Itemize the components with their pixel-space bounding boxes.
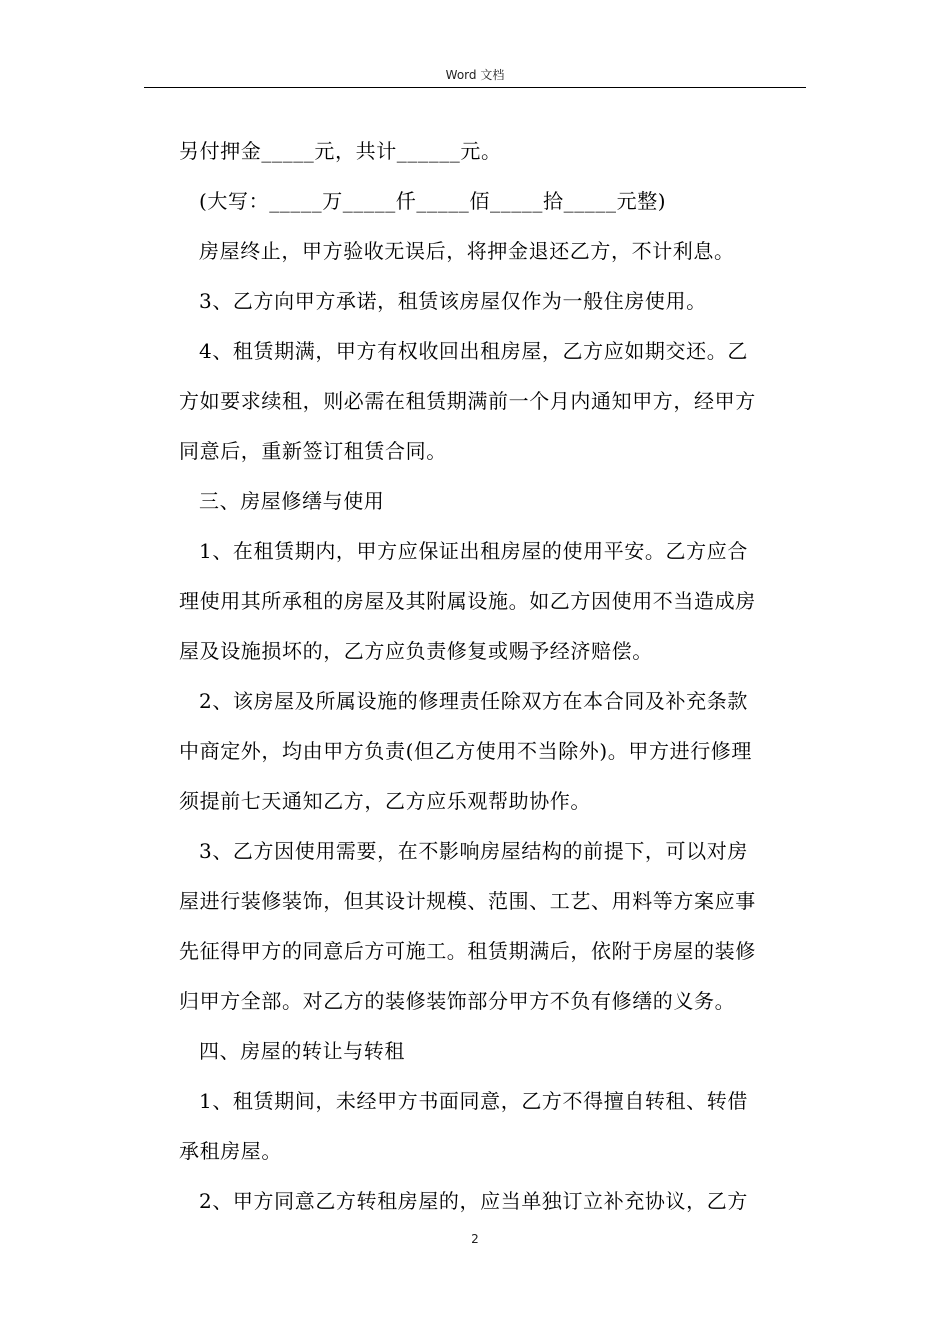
clause-2-4-line-1: 4、租赁期满，甲方有权收回出租房屋，乙方应如期交还。乙 <box>199 339 748 363</box>
clause-3-2-line-1: 2、该房屋及所属设施的修理责任除双方在本合同及补充条款 <box>199 689 748 713</box>
document-body <box>179 126 809 1226</box>
header-divider <box>144 87 806 88</box>
clause-4-1-line-2: 承租房屋。 <box>179 1139 282 1163</box>
clause-3-2-line-3: 须提前七天通知乙方，乙方应乐观帮助协作。 <box>179 789 591 813</box>
clause-2-4-line-2: 方如要求续租，则必需在租赁期满前一个月内通知甲方，经甲方 <box>179 389 756 413</box>
clause-3-1-line-3: 屋及设施损坏的，乙方应负责修复或赐予经济赔偿。 <box>179 639 653 663</box>
clause-2-3: 3、乙方向甲方承诺，租赁该房屋仅作为一般住房使用。 <box>199 289 707 313</box>
section-heading-4: 四、房屋的转让与转租 <box>199 1039 405 1063</box>
clause-4-2-line-1: 2、甲方同意乙方转租房屋的，应当单独订立补充协议，乙方 <box>199 1189 748 1213</box>
paragraph-line-amount-in-words: (大写：_____万_____仟_____佰_____拾_____元整) <box>199 189 667 213</box>
clause-2-4-line-3: 同意后，重新签订租赁合同。 <box>179 439 447 463</box>
clause-4-1-line-1: 1、租赁期间，未经甲方书面同意，乙方不得擅自转租、转借 <box>199 1089 748 1113</box>
paragraph-line-deposit: 另付押金_____元，共计______元。 <box>179 139 502 163</box>
clause-3-3-line-4: 归甲方全部。对乙方的装修装饰部分甲方不负有修缮的义务。 <box>179 989 736 1013</box>
section-heading-3: 三、房屋修缮与使用 <box>199 489 385 513</box>
document-header-title: Word 文档 <box>445 68 505 82</box>
clause-3-3-line-1: 3、乙方因使用需要，在不影响房屋结构的前提下，可以对房 <box>199 839 748 863</box>
clause-3-1-line-1: 1、在租赁期内，甲方应保证出租房屋的使用平安。乙方应合 <box>199 539 748 563</box>
page-number: 2 <box>471 1232 479 1246</box>
clause-3-2-line-2: 中商定外，均由甲方负责(但乙方使用不当除外)。甲方进行修理 <box>179 739 753 763</box>
paragraph-line-deposit-refund: 房屋终止，甲方验收无误后，将押金退还乙方，不计利息。 <box>199 239 735 263</box>
clause-3-1-line-2: 理使用其所承租的房屋及其附属设施。如乙方因使用不当造成房 <box>179 589 756 613</box>
clause-3-3-line-2: 屋进行装修装饰，但其设计规模、范围、工艺、用料等方案应事 <box>179 889 756 913</box>
clause-3-3-line-3: 先征得甲方的同意后方可施工。租赁期满后，依附于房屋的装修 <box>179 939 756 963</box>
